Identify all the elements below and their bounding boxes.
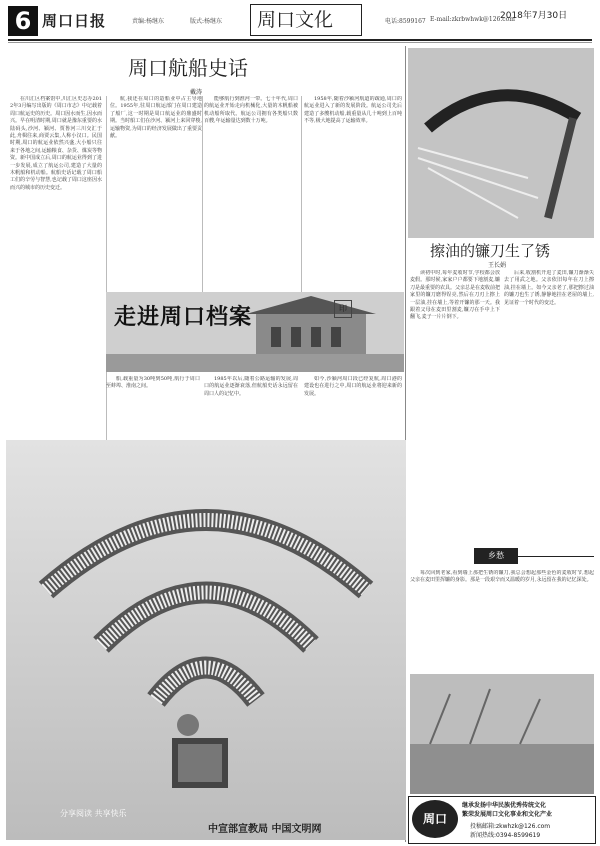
article-column-7: [304, 376, 402, 436]
phone-label: 电话:8599167: [385, 18, 426, 25]
article-column-2: [110, 96, 202, 296]
culture-logo: 周口: [412, 800, 458, 838]
header-rule: [8, 39, 592, 41]
article-text: 1985年以后,随着公路运输的发展,周口的航运业逐渐衰落,但航船史话永远留在周口人的记忆中。: [204, 376, 298, 397]
side-article-author: 王长娟: [488, 262, 507, 269]
page-number: 6: [8, 6, 38, 36]
article-text: 每次回到老家,看到墙上那把生锈的镰刀,我总会想起那些金色的麦收时节,想起父亲在麦田里挥镰的身影。那是一段艰辛而又温暖的岁月,永远留在我的记忆深处。: [410, 570, 594, 584]
issue-date: 2018年7月30日: [500, 11, 568, 21]
nostalgia-tag: 乡愁: [474, 548, 518, 564]
header-rule-thin: [8, 42, 592, 43]
article-title: 周口航船史话: [128, 56, 248, 80]
article-text: 航,我还在周口的造船业中占主导地位。1955年,驻周口航运部门在周口建造了船厂,这一时期是周口航运业的鼎盛时期。当时船工们在沙河、颍河上来回穿梭,运输物资,为周口的经济发展做出了重要贡献。: [110, 96, 202, 140]
side-article-column-2: [504, 270, 594, 540]
article-column-4: [304, 96, 402, 296]
section-title: [250, 4, 362, 36]
public-service-poster: [6, 440, 406, 840]
sickle-photo: [408, 48, 594, 238]
article-column-3: [204, 96, 298, 296]
countryside-photo: [410, 674, 594, 794]
article-author: 戴涛: [190, 89, 203, 96]
article-text: 如今,沙颍河周口段已经复航,周口港的建设也在进行之中,周口的航运业将迎来新的发展。: [304, 376, 402, 397]
poster-slogan: 分享阅读 共享快乐: [60, 809, 127, 818]
poster-credit: 中宣部宣教局 中国文明网: [208, 824, 322, 835]
section-title-text: 周口文化: [257, 9, 334, 31]
column-divider: [301, 96, 302, 292]
wheat-field-image: [410, 674, 594, 794]
email-label: E-mail:zkrbwhwk@126.com: [430, 16, 515, 23]
article-text: 读初中时,每年麦收时节,学校都会放麦假。那时候,家家户户都要下地割麦,镰刀是最重要的农具。父亲总是在麦收前把家里的镰刀磨得锃亮,然后在刀刃上擦上一层油,挂在墙上,等着开镰的那一天。我跟着父母在麦田里割麦,镰刀在手中上下翻飞,麦子一片片倒下。: [410, 270, 500, 321]
article-column-6: [204, 376, 298, 436]
article-text: 1958年,随着沙颍河航道的疏通,周口的航运业进入了新的发展阶段。航运公司先后建造了多艘机动船,载重量从几十吨到上百吨不等,极大地提高了运输效率。: [304, 96, 402, 125]
article-text: 在川汇区档案馆中,川汇区史志办2012年3月编写出版的《周口市志》中记载着周口航运史的历史。周口因水而生,因水而兴。早在明清时期,周口就是豫东重要的水陆码头,沙河、颍河、贾鲁河三川交汇于此,舟楫往来,商贾云集,人称小汉口。民国时期,周口的航运业依然兴盛,大小船只往来于各地之间,运输粮食、杂货、煤炭等物资。新中国成立后,周口的航运业得到了进一步发展,成立了航运公司,建造了大量的木帆船和机动船。航船史话记载了周口船工们的辛劳与智慧,也记载了周口这座因水而兴的城市的历史变迁。: [10, 96, 102, 191]
editor-label-2: 版式:杨继东: [190, 18, 223, 25]
ad-slogan-2: 繁荣发展周口文化事业和文化产业: [462, 811, 553, 818]
news-hotline: 新闻热线:0394-8599619: [470, 832, 541, 839]
column-divider: [202, 96, 203, 292]
newspaper-name: 周口日报: [42, 12, 107, 30]
side-article-title: 擦油的镰刀生了锈: [430, 242, 551, 260]
side-article-column-1: [410, 270, 500, 540]
editor-label-1: 责编:杨继东: [132, 18, 165, 25]
article-column-5: [106, 376, 200, 436]
ad-slogan-1: 继承发扬中华民族优秀传统文化: [462, 802, 547, 809]
side-article-column-3: [410, 570, 594, 670]
tag-rule: [518, 556, 594, 557]
wifi-books-illustration: [6, 440, 406, 840]
article-text: 船,载重量为30吨到50吨,航行于周口至蚌埠、淮南之间。: [106, 376, 200, 390]
article-text: 后来,收割机开进了麦田,镰刀渐渐失去了用武之地。父亲依旧每年在刀上擦油,挂在墙上。如今父亲老了,那把擦过油的镰刀也生了锈,静静地挂在老屋的墙上,见证着一个时代的变迁。: [504, 270, 594, 306]
sickle-and-wheat-image: [408, 48, 594, 238]
banner-seal: 印: [334, 300, 352, 318]
banner-title: 走进周口档案: [114, 304, 253, 330]
submission-email: 投稿邮箱:zkwhzk@126.com: [470, 823, 551, 830]
article-text: 能够航行到淮河一带。七十年代,周口的航运业开始走向机械化,大量的木帆船被机动船所取代。航运公司拥有各类船只数百艘,年运输量达到数十万吨。: [204, 96, 298, 125]
